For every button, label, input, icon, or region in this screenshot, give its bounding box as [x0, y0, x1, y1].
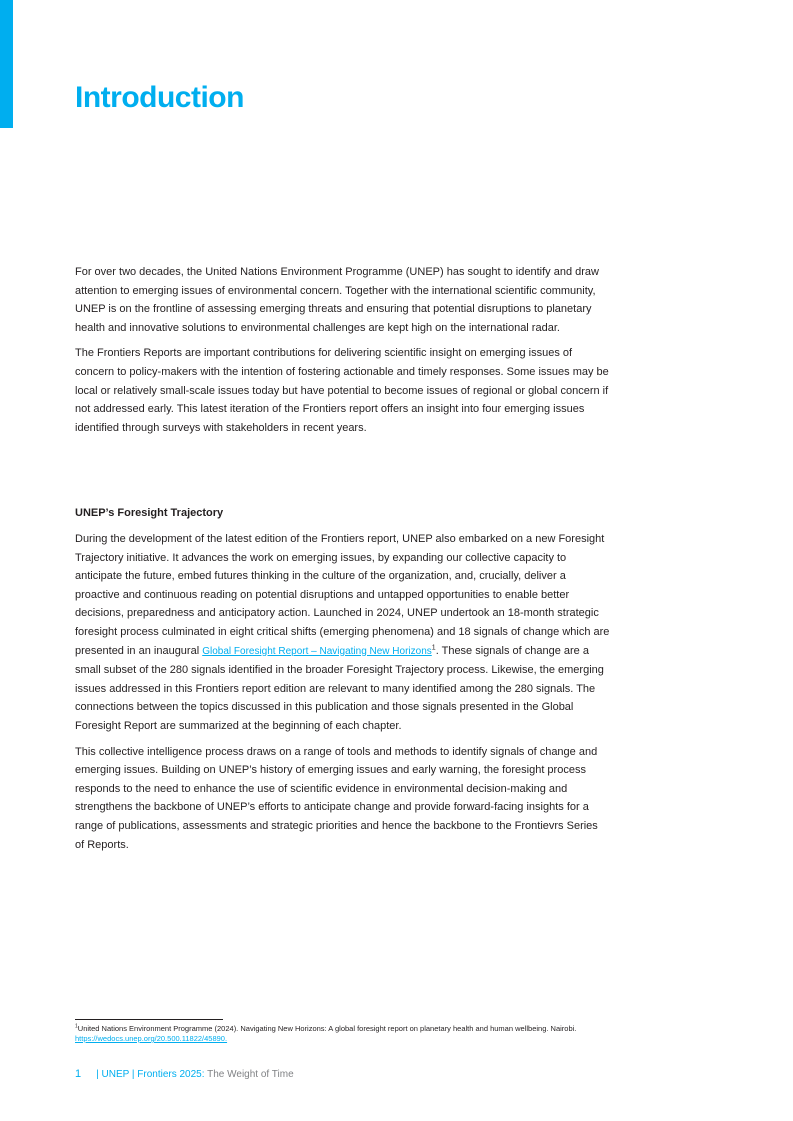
footer-subtitle: The Weight of Time	[204, 1069, 294, 1080]
foresight-paragraph-1-end: . These signals of change are a small subset of the 280 signals identified in the broader Foresight Trajectory process. Likewise, the emerging issues addressed in this Frontiers report edition are relevant to many identified among the 280 signals. The connections between the topics discussed in this publication and those signals presented in the Global Foresight Report are summarized at the beginning of each chapter.	[75, 644, 604, 732]
footnote-number: 1	[75, 1023, 78, 1030]
page-number: 1	[75, 1068, 82, 1080]
intro-paragraph-1: For over two decades, the United Nations Environment Programme (UNEP) has sought to identify and draw attention to emerging issues of environmental concern. Together with the international scientific community, UNEP is on the frontline of assessing emerging threats and ensuring that potential disruptions to planetary health and innovative solutions to environmental challenges are kept high on the international radar.	[75, 266, 599, 334]
footnote	[75, 1024, 615, 1044]
foresight-section	[75, 504, 610, 861]
footnote-divider	[75, 1019, 223, 1020]
foresight-paragraph-2: This collective intelligence process draws on a range of tools and methods to identify signals of change and emerging issues. Building on UNEP’s history of emerging issues and early warning, the foresight process responds to the need to enhance the use of scientific evidence in environmental decision-making and strengthens the backbone of UNEP’s efforts to anticipate change and provide forward-facing insights for a range of publications, assessments and strategic priorities and hence the backbone to the Frontievrs Series of Reports.	[75, 745, 598, 851]
foresight-paragraph-1-start: During the development of the latest edition of the Frontiers report, UNEP also embarked on a new Foresight Trajectory initiative. It advances the work on emerging issues, by expanding our collective capacity to anticipate the future, embed futures thinking in the culture of the organization, and, crucially, deliver a proactive and continuous reading on potential disruptions and untapped opportunities to enable better decisions, preparedness and anticipatory action. Launched in 2024, UNEP undertook an 18-month strategic foresight process culminated in eight critical shifts (emerging phenomena) and 18 signals of change which are presented in an inaugural	[75, 533, 610, 657]
global-foresight-report-link[interactable]: Global Foresight Report – Navigating New Horizons	[202, 645, 432, 657]
footer-series: | UNEP | Frontiers 2025:	[96, 1069, 205, 1080]
page-footer	[75, 1067, 294, 1082]
section-heading: UNEP’s Foresight Trajectory	[75, 507, 224, 519]
intro-paragraph-2: The Frontiers Reports are important contributions for delivering scientific insight on emerging issues of concern to policy-makers with the intention of fostering actionable and timely responses. Some issues may be local or relatively small-scale issues today but have potential to become issues of regional or global concern if not addressed early. This latest iteration of the Frontiers report offers an insight into four emerging issues identified through surveys with stakeholders in recent years.	[75, 347, 609, 434]
footnote-link[interactable]: https://wedocs.unep.org/20.500.11822/45890.	[75, 1034, 228, 1043]
foresight-paragraph-1	[75, 530, 610, 736]
intro-section	[75, 263, 610, 444]
footnote-reference[interactable]: 1	[431, 643, 436, 651]
accent-bar	[0, 0, 13, 128]
footnote-text: United Nations Environment Programme (2024). Navigating New Horizons: A global foresight report on planetary health and human wellbeing. Nairobi.	[77, 1024, 577, 1033]
page-title: Introduction	[75, 81, 244, 114]
